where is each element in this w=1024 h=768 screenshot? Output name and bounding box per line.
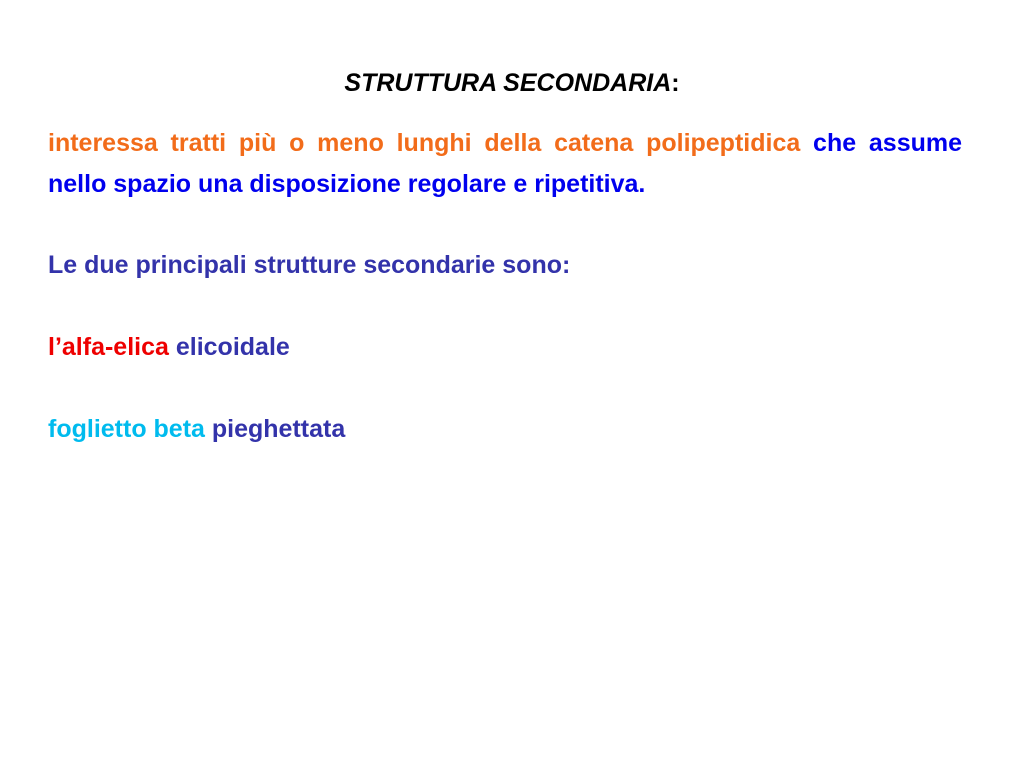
beta-sheet-desc: pieghettata [211,415,346,443]
alpha-helix-desc: elicoidale [175,333,290,361]
intro-paragraph: Le due principali strutture secondarie sono: [48,251,571,279]
title-colon: : [671,69,680,97]
definition-blue-text: che assume nello spazio una disposizione regolare e ripetitiva. [48,129,963,198]
definition-orange-text: interessa tratti più o meno lunghi della catena polipeptidica [48,129,801,157]
structure-item-beta [48,409,962,450]
title-text: STRUTTURA SECONDARIA [344,69,672,97]
slide-title [0,66,1024,100]
definition-paragraph [48,123,962,205]
structure-item-alpha [48,327,962,368]
alpha-helix-label: l’alfa-elica [48,333,169,361]
beta-sheet-label: foglietto beta [48,415,205,443]
